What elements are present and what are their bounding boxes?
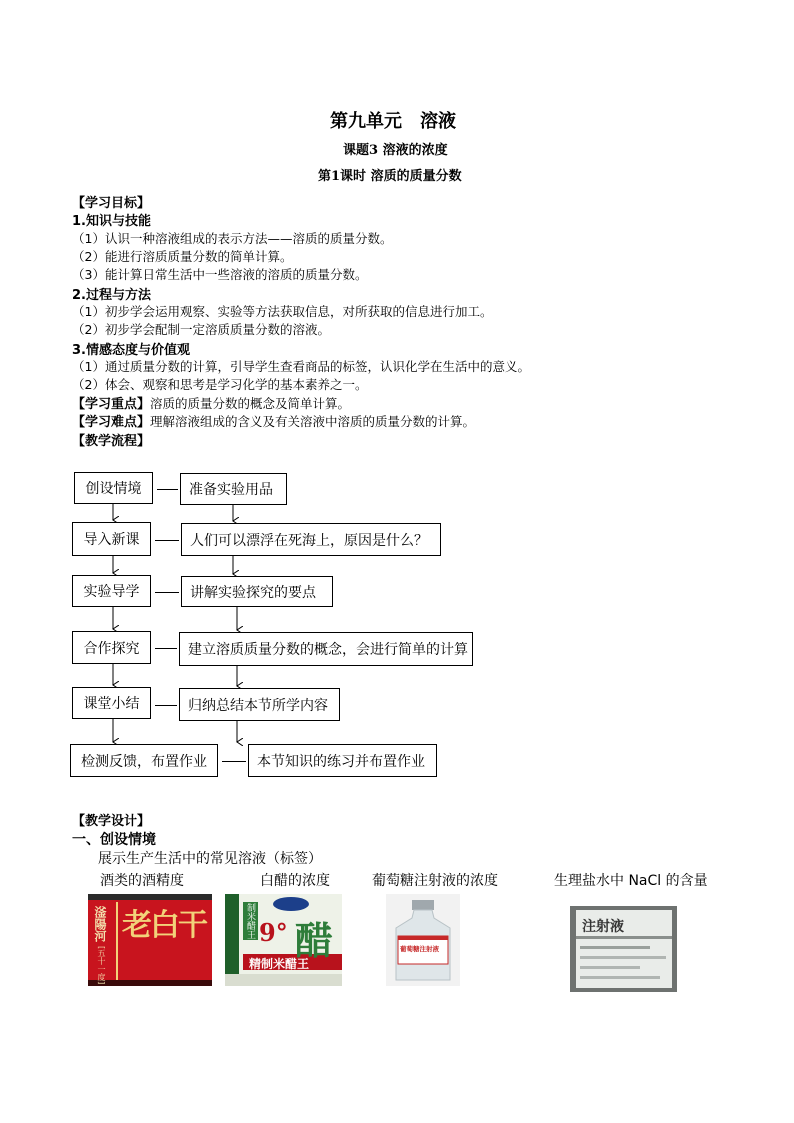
flow-step-class-summary: 课堂小结 (72, 687, 151, 719)
flow-detail-concept-calculation: 建立溶质质量分数的概念，会进行简单的计算 (179, 632, 473, 666)
lesson-title: 课题3 溶液的浓度 (343, 143, 448, 158)
flow-step-create-situation: 创设情境 (74, 472, 153, 504)
difficult-point-text: 理解溶液组成的含义及有关溶液中溶质的质量分数的计算。 (150, 414, 476, 429)
vinegar-name: 精制米醋王 (249, 957, 310, 971)
difficult-point-label: 【学习难点】 (72, 415, 151, 430)
period-title: 第1课时 溶质的质量分数 (318, 169, 462, 184)
caption-glucose: 葡萄糖注射液的浓度 (372, 873, 498, 889)
attitude-item-1: （1）通过质量分数的计算，引导学生查看商品的标签，认识化学在生活中的意义。 (72, 359, 530, 374)
glucose-bottle-photo (386, 894, 460, 986)
flow-step-intro-lesson: 导入新课 (72, 522, 151, 556)
section-process-title: 2.过程与方法 (72, 288, 151, 303)
vinegar-degree: 9° (259, 918, 288, 947)
flow-detail-experiment-points: 讲解实验探究的要点 (181, 576, 333, 607)
flow-detail-practice-homework: 本节知识的练习并布置作业 (248, 744, 437, 777)
wine-degree: [五十一度] (97, 946, 106, 985)
flow-detail-summarize: 归纳总结本节所学内容 (179, 688, 340, 721)
caption-saline: 生理盐水中 NaCl 的含量 (554, 873, 708, 889)
design-heading: 【教学设计】 (72, 814, 151, 829)
saline-label-photo (570, 906, 677, 992)
caption-wine: 酒类的酒精度 (100, 873, 184, 889)
connector-line (155, 648, 177, 649)
flow-step-experiment-guide: 实验导学 (72, 575, 151, 607)
connector-line (222, 761, 246, 762)
key-point-label: 【学习重点】 (72, 397, 151, 412)
wine-label-photo (88, 894, 212, 986)
connector-line (155, 540, 179, 541)
objectives-heading: 【学习目标】 (72, 196, 151, 211)
knowledge-item-3: （3）能计算日常生活中一些溶液的溶质的质量分数。 (72, 267, 368, 282)
key-point-text: 溶质的质量分数的概念及简单计算。 (150, 396, 351, 411)
vinegar-char: 醋 (295, 918, 334, 963)
caption-vinegar: 白醋的浓度 (260, 873, 330, 889)
glucose-label-text: 葡萄糖注射液 (400, 945, 439, 953)
section-knowledge-title: 1.知识与技能 (72, 214, 151, 229)
process-item-1: （1）初步学会运用观察、实验等方法获取信息，对所获取的信息进行加工。 (72, 304, 493, 319)
connector-line (157, 489, 178, 490)
connector-line (155, 705, 177, 706)
flow-step-cooperative-inquiry: 合作探究 (72, 631, 151, 664)
process-item-2: （2）初步学会配制一定溶质质量分数的溶液。 (72, 322, 330, 337)
unit-title: 第九单元 溶液 (330, 111, 456, 132)
flow-detail-dead-sea-question: 人们可以漂浮在死海上，原因是什么？ (181, 523, 441, 556)
flow-detail-prepare-materials: 准备实验用品 (180, 473, 287, 505)
flow-step-feedback-homework: 检测反馈，布置作业 (70, 744, 218, 777)
knowledge-item-2: （2）能进行溶质质量分数的简单计算。 (72, 249, 293, 264)
attitude-item-2: （2）体会、观察和思考是学习化学的基本素养之一。 (72, 377, 368, 392)
vinegar-side-text: 制米醋王 (243, 902, 258, 940)
design-section-1: 一、创设情境 (72, 832, 156, 848)
wine-brand: 滏陽河 (93, 906, 107, 942)
section-attitude-title: 3.情感态度与价值观 (72, 343, 190, 358)
vinegar-label-photo (225, 894, 342, 986)
knowledge-item-1: （1）认识一种溶液组成的表示方法——溶质的质量分数。 (72, 231, 393, 246)
connector-line (155, 592, 179, 593)
wine-big-title: 老白干 (122, 908, 206, 943)
design-intro: 展示生产生活中的常见溶液（标签） (98, 851, 322, 867)
flow-heading: 【教学流程】 (72, 434, 151, 449)
saline-label-text: 注射液 (582, 919, 624, 935)
